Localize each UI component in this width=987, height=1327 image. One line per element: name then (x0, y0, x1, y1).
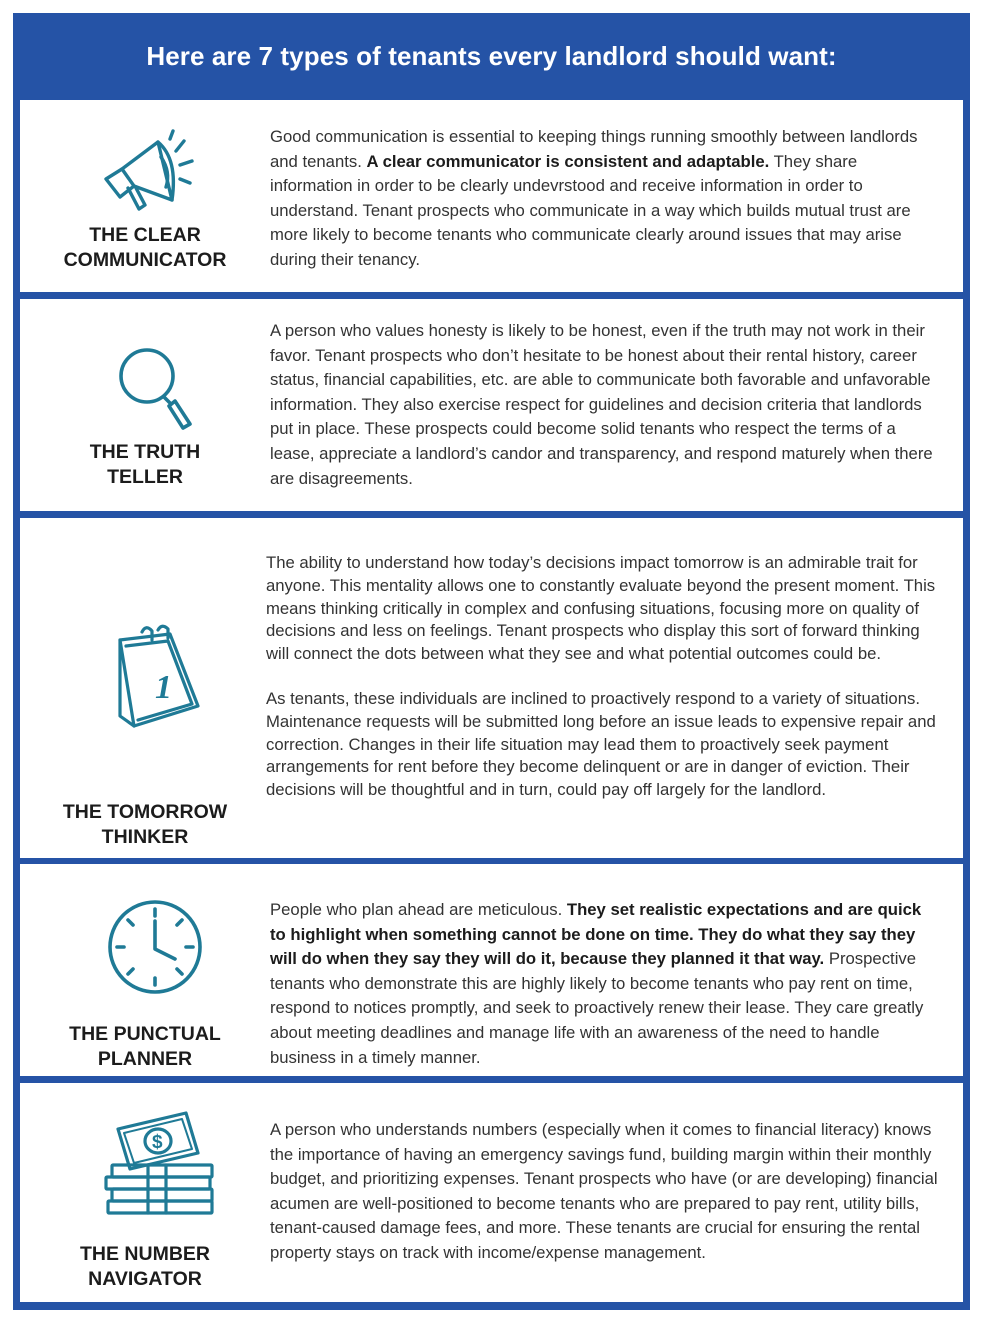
card-title-line2: PLANNER (97, 1048, 193, 1070)
card-body (266, 552, 946, 802)
card-paragraph (270, 898, 940, 1070)
card-paragraph: The ability to understand how today’s decisions impact tomorrow is an admirable trait for anyone. This mentality allows one to constantly evaluate beyond the present moment. This means thinking critically in complex and confusing situations, focusing more on quality of decisions and less on feelings. Tenant prospects who display this sort of forward thinking will connect the dots between what they see and what potential outcomes could be. (266, 553, 936, 664)
card-title (30, 440, 260, 490)
calendar-icon (112, 626, 208, 726)
card-body (270, 898, 940, 1070)
card-title (30, 1242, 260, 1292)
text-run: Prospective tenants who demonstrate this are highly likely to become tenants who pay rent on time, respond to notices promptly, and seek to proactively renew their lease. They care greatly about meeting deadlines and manage life with an awareness of the need to handle business in a timely manner. (270, 949, 924, 1067)
text-run: Good communication is essential to keeping things running smoothly between landlords and tenants. (270, 127, 918, 171)
card-title-line1: THE PUNCTUAL (69, 1023, 221, 1045)
card-body (270, 319, 940, 491)
card-number-navigator (20, 1083, 963, 1302)
card-title (30, 223, 260, 273)
text-run: They share information in order to be clearly undevrstood and receive information in order to understand. Tenant prospects who communicate in a way which builds mutual trust are more likely to become tenants who communicate clearly around issues that may arise during their tenancy. (270, 151, 911, 269)
card-title-line1: THE NUMBER (80, 1243, 210, 1265)
bold-highlight: They set realistic expectations and are quick to highlight when something cannot be done on time. They do what they say they will do when they say they will do it, because they planned it that way. (270, 900, 922, 969)
magnifying-glass-icon (115, 344, 195, 432)
header-banner (13, 13, 970, 100)
infographic-frame (13, 13, 970, 1310)
clock-icon (105, 897, 205, 997)
money-stack-icon (98, 1109, 216, 1217)
card-paragraph: A person who values honesty is likely to be honest, even if the truth may not work in their favor. Tenant prospects who don’t hesitate to be honest about their rental history, career status, financial capabilities, etc. are able to communicate both favorable and unfavorable information. They also exercise respect for guidelines and decision criteria that landlords put in place. These prospects could become solid tenants who respect the terms of a lease, appreciate a landlord’s candor and transparency, and respond maturely when there are disagreements. (270, 321, 933, 488)
page-title: Here are 7 types of tenants every landlord should want: (146, 41, 837, 71)
card-body (270, 125, 940, 273)
bold-highlight: A clear communicator is consistent and adaptable. (366, 151, 770, 171)
card-title-line2: TELLER (107, 466, 183, 488)
text-run: People who plan ahead are meticulous. (270, 900, 567, 919)
card-paragraph (270, 125, 940, 273)
card-title-line1: THE TOMORROW (62, 801, 228, 823)
card-clear-communicator (20, 100, 963, 292)
paragraph-spacer (266, 666, 946, 688)
card-body (270, 1118, 940, 1266)
card-title-line2: NAVIGATOR (88, 1268, 202, 1290)
card-title (30, 1022, 260, 1072)
card-punctual-planner (20, 864, 963, 1076)
card-tomorrow-thinker (20, 518, 963, 858)
card-title-line1: THE CLEAR (89, 224, 201, 246)
card-title (30, 800, 260, 850)
dollar-sign: $ (152, 1132, 163, 1153)
calendar-day-number: 1 (155, 669, 172, 706)
card-paragraph: As tenants, these individuals are inclined to proactively respond to a variety of situations. Maintenance requests will be submitted long before an issue leads to expensive repair and correction. Changes in their life situation may lead them to proactively seek payment arrangements for rent before they become delinquent or are in danger of eviction. Their decisions will be thoughtful and in turn, could pay off largely for the landlord. (266, 688, 936, 800)
card-truth-teller (20, 299, 963, 511)
card-title-line2: COMMUNICATOR (63, 249, 227, 271)
card-paragraph: A person who understands numbers (especially when it comes to financial literacy) knows the importance of having an emergency savings fund, building margin within their monthly budget, and prioritizing expenses. Tenant prospects who have (or are developing) financial acumen are well-positioned to become tenants who are prepared to pay rent, utility bills, tenant-caused damage fees, and more. These tenants are crucial for ensuring the rental property stays on track with income/expense management. (270, 1120, 938, 1262)
megaphone-icon (98, 127, 198, 217)
card-title-line2: THINKER (101, 826, 189, 848)
card-title-line1: THE TRUTH (89, 441, 201, 463)
